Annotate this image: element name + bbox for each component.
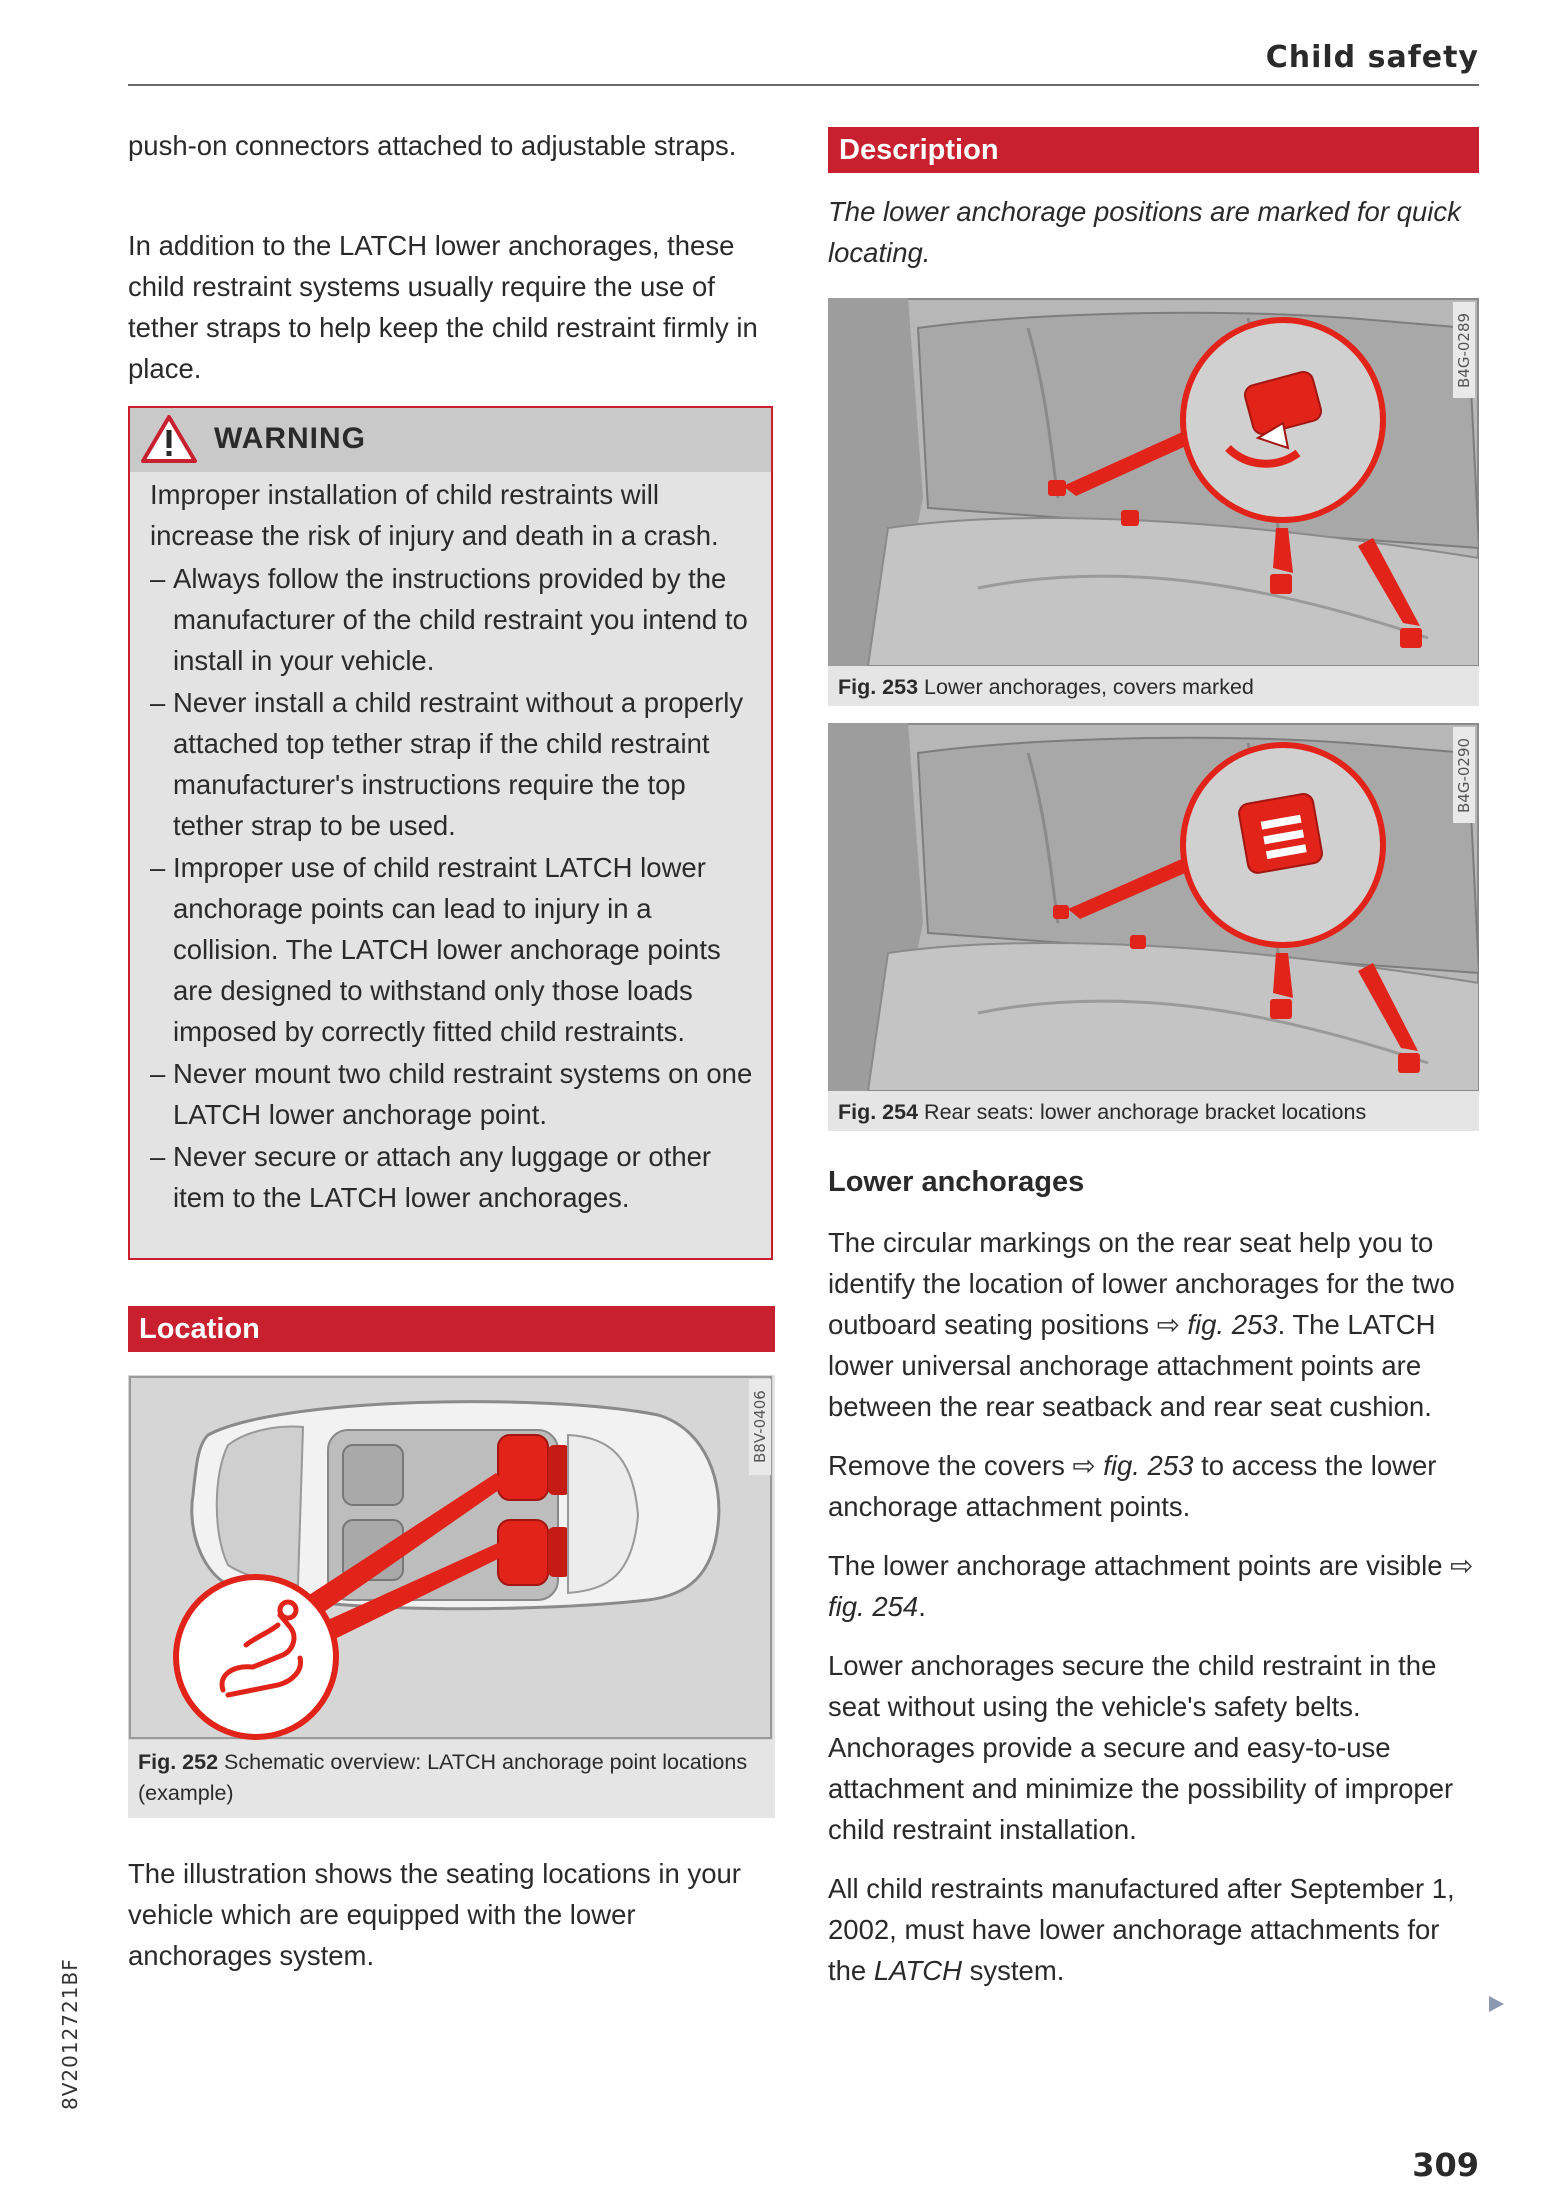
paragraph-circular-markings xyxy=(828,1222,1479,1427)
figure-254 xyxy=(828,723,1479,1131)
rear-seat-brackets-illustration xyxy=(828,723,1479,1091)
warning-body xyxy=(150,474,756,1219)
warning-item: – Improper use of child restraint LATCH lower anchorage points can lead to injury in a collision. The LATCH lower anchorage points are designed to withstand only those loads imposed by correctly fitted child restraints. xyxy=(150,847,756,1052)
figure-caption-text: Schematic overview: LATCH anchorage point locations (example) xyxy=(138,1750,748,1805)
figure-label: Fig. 252 xyxy=(138,1750,219,1774)
figure-label: Fig. 254 xyxy=(838,1100,919,1124)
warning-item: – Never mount two child restraint systems on one LATCH lower anchorage point. xyxy=(150,1053,756,1135)
text-run: . xyxy=(918,1591,926,1622)
page-number: 309 xyxy=(1412,2146,1479,2184)
lower-anchorages-text xyxy=(828,1222,1479,2009)
paragraph-illustration-seating: The illustration shows the seating locations in your vehicle which are equipped with the lower anchorages system. xyxy=(128,1858,741,1971)
paragraph-attachment-visible xyxy=(828,1545,1479,1627)
figure-reference-link[interactable]: ⇨ fig. 253 xyxy=(1072,1450,1194,1481)
figure-caption xyxy=(838,672,1469,703)
warning-item: – Never secure or attach any luggage or other item to the LATCH lower anchorages. xyxy=(150,1136,756,1218)
text-run: All child restraints manufactured after September 1, 2002, must have lower anchorage attachments for the xyxy=(828,1873,1455,1986)
text-run: . The LATCH lower universal anchorage attachment points are between the rear seatback and rear seat cushion. xyxy=(828,1309,1436,1422)
running-header-title: Child safety xyxy=(1265,40,1479,75)
paragraph-secure-child-restraint: Lower anchorages secure the child restraint in the seat without using the vehicle's safety belts. Anchorages provide a secure and easy-to-use attachment and minimize the possibility of improper child restraint installation. xyxy=(828,1650,1454,1845)
rear-seat-covers-illustration xyxy=(828,298,1479,666)
text-run: system. xyxy=(962,1955,1065,1986)
figure-reference-link[interactable]: ⇨ fig. 254 xyxy=(828,1550,1474,1622)
warning-item: – Never install a child restraint without a properly attached top tether strap if the child restraint manufacturer's instructions require the top tether strap to be used. xyxy=(150,682,756,846)
text-run: to access the lower anchorage attachment points. xyxy=(828,1450,1437,1522)
figure-reference-link[interactable]: ⇨ fig. 253 xyxy=(1156,1309,1278,1340)
figure-label: Fig. 253 xyxy=(838,675,919,699)
section-title-description: Description xyxy=(828,127,1479,173)
warning-title: WARNING xyxy=(214,422,366,455)
paragraph-remove-covers xyxy=(828,1445,1479,1527)
figure-caption xyxy=(838,1097,1469,1128)
header-rule xyxy=(128,84,1479,86)
figure-caption-text: Lower anchorages, covers marked xyxy=(924,675,1254,699)
latch-emphasis: LATCH xyxy=(873,1955,962,1986)
warning-triangle-icon xyxy=(140,414,198,464)
figure-code: B4G-0289 xyxy=(1453,302,1475,398)
text-run: Remove the covers xyxy=(828,1450,1073,1481)
warning-list xyxy=(150,558,756,1218)
warning-header xyxy=(130,408,771,472)
section-title-location: Location xyxy=(128,1306,775,1352)
warning-box xyxy=(128,406,773,1260)
figure-caption xyxy=(138,1747,765,1809)
warning-item: – Always follow the instructions provided by the manufacturer of the child restraint you intend to install in your vehicle. xyxy=(150,558,756,681)
paragraph-push-on-connectors: push-on connectors attached to adjustable straps. xyxy=(128,130,737,161)
paragraph-tether-straps: In addition to the LATCH lower anchorages, these child restraint systems usually require the use of tether straps to help keep the child restraint firmly in place. xyxy=(128,230,758,384)
figure-code: B8V-0406 xyxy=(749,1379,771,1475)
car-top-view-illustration xyxy=(128,1375,773,1740)
description-intro: The lower anchorage positions are marked for quick locating. xyxy=(828,196,1461,268)
text-run: The lower anchorage attachment points are visible xyxy=(828,1550,1451,1581)
figure-253 xyxy=(828,298,1479,706)
figure-caption-text: Rear seats: lower anchorage bracket locations xyxy=(924,1100,1367,1124)
figure-code: B4G-0290 xyxy=(1453,727,1475,823)
subheading-lower-anchorages: Lower anchorages xyxy=(828,1166,1085,1198)
continue-arrow-icon xyxy=(1486,1994,1506,2014)
paragraph-latch-requirement xyxy=(828,1868,1479,1991)
figure-252 xyxy=(128,1375,775,1818)
document-code: 8V2012721BF xyxy=(58,1958,82,2110)
warning-intro: Improper installation of child restraints will increase the risk of injury and death in a crash. xyxy=(150,479,719,551)
text-run: The circular markings on the rear seat help you to identify the location of lower anchorages for the two outboard seating positions xyxy=(828,1227,1455,1340)
